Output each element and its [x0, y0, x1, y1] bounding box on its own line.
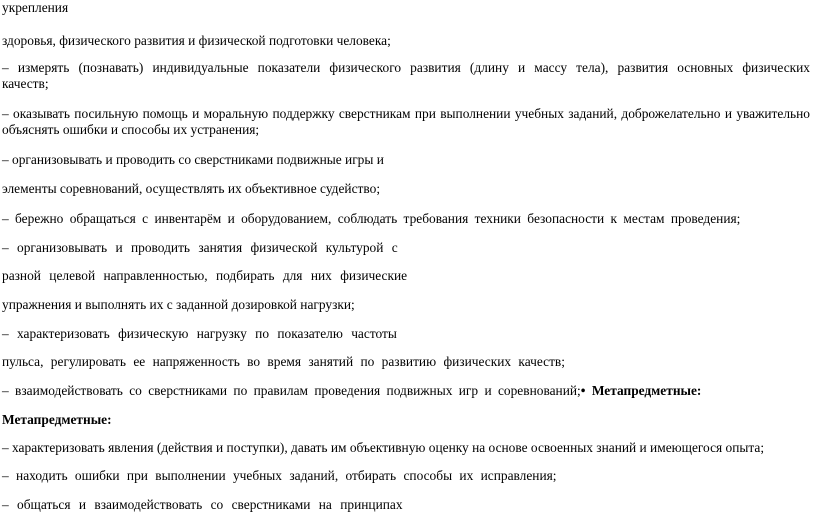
text-line: [2, 383, 701, 399]
text-line: – находить ошибки при выполнении учебных заданий, отбирать способы их исправления;: [2, 468, 557, 483]
text-segment: – взаимодействовать со сверстниками по правилам проведения подвижных игр и соревнований;: [2, 383, 581, 398]
text-line: – общаться и взаимодействовать со сверстниками на принципах: [2, 497, 403, 512]
text-line: – организовывать и проводить со сверстниками подвижные игры и: [2, 152, 384, 167]
text-line: укрепления: [2, 0, 69, 15]
section-heading: Метапредметные:: [2, 412, 112, 427]
text-line: элементы соревнований, осуществлять их объективное судейство;: [2, 181, 381, 196]
text-line: упражнения и выполнять их с заданной дозировкой нагрузки;: [2, 297, 355, 312]
text-line: разной целевой направленностью, подбирать для них физические: [2, 268, 408, 283]
text-line: – характеризовать явления (действия и поступки), давать им объективную оценку на основе освоенных знаний и имеющегося опыта;: [2, 440, 765, 455]
text-line: – характеризовать физическую нагрузку по показателю частоты: [2, 326, 397, 341]
text-line: – бережно обращаться с инвентарём и оборудованием, соблюдать требования техники безопасности к местам проведения;: [2, 211, 741, 226]
text-line: пульса, регулировать ее напряженность во время занятий по развитию физических качеств;: [2, 354, 565, 369]
text-paragraph: – оказывать посильную помощь и моральную поддержку сверстникам при выполнении учебных заданий, доброжелательно и уважительно объяснять ошибки и способы их устранения;: [2, 106, 810, 137]
text-paragraph: – измерять (познавать) индивидуальные показатели физического развития (длину и массу тела), развития основных физических качеств;: [2, 60, 810, 91]
text-line: здоровья, физического развития и физической подготовки человека;: [2, 33, 391, 48]
inline-heading: Метапредметные:: [591, 383, 702, 398]
text-line: – организовывать и проводить занятия физической культурой с: [2, 240, 398, 255]
bullet-icon: •: [580, 383, 586, 398]
